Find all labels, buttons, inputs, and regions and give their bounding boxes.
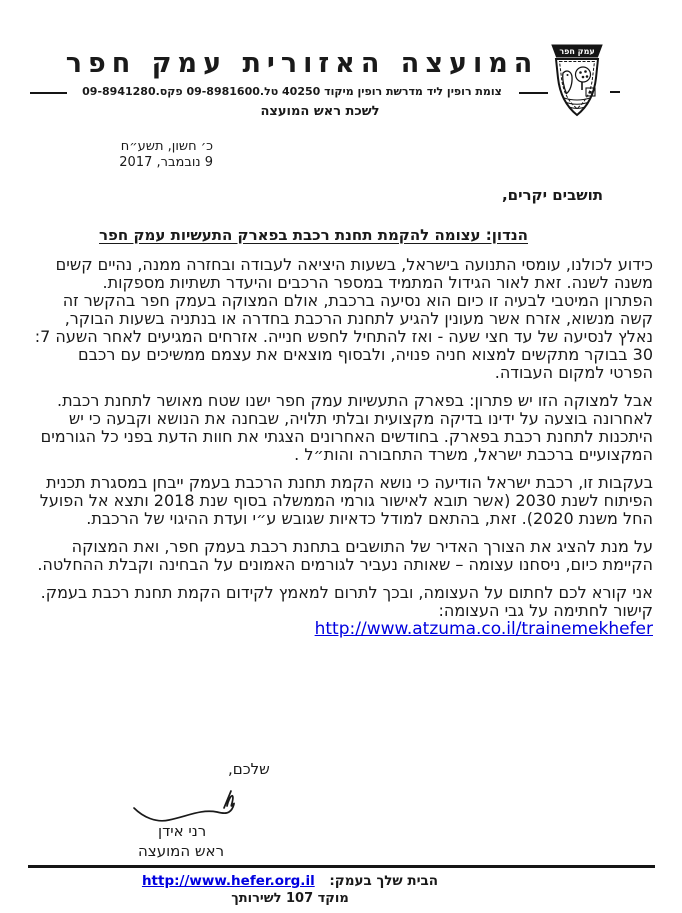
body-paragraph: הפתרון המיטבי לבעיה זו כיום הוא נסיעה ברכבת, אולם המצוקה בעמק חפר בהקשר זה קשה מנשוא, אזרח אשר מעונין להגיע לתחנת הרכבת בחדרה או בנתניה בשעות הבוקר, נאלץ לנסיעה של עד חצי שעה - ואז להתחיל לחפש חנייה. אזרחים המגיעים לאחר השעה 7: 30 בבוקר מתקשים למצוא חניה פנויה, ולבסוף מוצאים את עצמם ממשיכים עם רכבם הפרטי למקום העבודה. bbox=[34, 291, 653, 382]
header-rule-mid bbox=[519, 92, 548, 94]
petition-link[interactable]: http://www.atzuma.co.il/trainemekhefer bbox=[314, 619, 653, 639]
subject-line: הנדון: עצומה להקמת תחנת רכבת בפארק התעשיות עמק חפר bbox=[99, 226, 528, 244]
contact-line: צומת רופין ליד מדרשת רופין מיקוד 40250 טל.09-8981600 פקס.09-8941280 bbox=[82, 85, 502, 98]
footer-tagline: הבית שלך בעמק: bbox=[329, 873, 439, 889]
body-paragraph: על מנת להציג את הצורך האדיר של התושבים בתחנת רכבת בעמק חפר, ואת המצוקה הקיימת כיום, ניסחנו עצומה – שאותה נעביר לגורמים האמונים על הבחינה וקבלת ההחלטה. bbox=[37, 537, 653, 574]
salutation: תושבים יקרים, bbox=[501, 186, 603, 204]
footer-rule bbox=[28, 865, 655, 868]
body-paragraph: כידוע לכולנו, עומסי התנועה בישראל, בשעות היציאה לעבודה ובחזרה ממנה, נהיים קשים משנה לשנה. זאת לאור הגידול המתמיד במספר הרכבים והיעדר תשתיות מספקות. bbox=[55, 255, 653, 292]
council-emblem-icon bbox=[551, 44, 603, 117]
footer-hotline: מוקד 107 לשירותך bbox=[231, 891, 349, 906]
signature-name: רני אידן bbox=[158, 822, 207, 840]
body-paragraph: אני קורא לכם לחתום על העצומה, ובכך לתרום למאמץ לקידום הקמת תחנת רכבת בעמק. bbox=[40, 583, 653, 602]
petition-link-intro: קישור לחתימה על גבי העצומה: bbox=[438, 601, 653, 620]
handwritten-signature bbox=[128, 783, 240, 825]
header-rule-left bbox=[30, 92, 67, 94]
footer bbox=[110, 873, 470, 906]
council-emblem-banner-text: עמק חפר bbox=[559, 47, 595, 56]
office-label: לשכת ראש המועצה bbox=[260, 104, 380, 119]
petition-link-line bbox=[30, 620, 653, 638]
council-website-link[interactable]: http://www.hefer.org.il bbox=[141, 873, 315, 889]
gregorian-date: 9 נובמבר, 2017 bbox=[119, 155, 213, 170]
council-name-title: המועצה האזורית עמק חפר bbox=[65, 48, 539, 79]
signature-role: ראש המועצה bbox=[138, 842, 225, 860]
body-paragraph: בעקבות זו, רכבת ישראל הודיעה כי נושא הקמת תחנת הרכבת בעמק ייבחן במסגרת תכנית הפיתוח לשנת 2030 (אשר תובא לאישור גורמי הממשלה בסוף שנת 2018 ותצא אל הפועל החל משנת 2020). זאת, בהתאם למודל כדאיות שגובש ע״י ועדת ההיגוי של הרכבת. bbox=[39, 473, 653, 528]
body-paragraph: לאחרונה בוצעה על ידינו בדיקה מקצועית ובלתי תלויה, שבחנה את הנושא וקבעה כי יש היתכנות לתחנת רכבת בפארק. בחודשים האחרונים הצגתי את חוות הדעת בפני כל הגורמים המקצועיים ברכבת ישראל, משרד התחבורה והות״ל . bbox=[40, 409, 653, 464]
footer-line-1 bbox=[110, 873, 470, 889]
hebrew-date: כ׳ חשון, תשע״ח bbox=[120, 139, 213, 154]
date-block bbox=[119, 139, 213, 171]
signature-closing: שלכם, bbox=[228, 760, 270, 778]
header-rule-right bbox=[610, 91, 620, 93]
body-paragraph: אבל למצוקה הזו יש פתרון: בפארק התעשיות עמק חפר ישנו שטח מאושר לתחנת רכבת. bbox=[57, 391, 653, 410]
letter-body bbox=[30, 256, 653, 638]
